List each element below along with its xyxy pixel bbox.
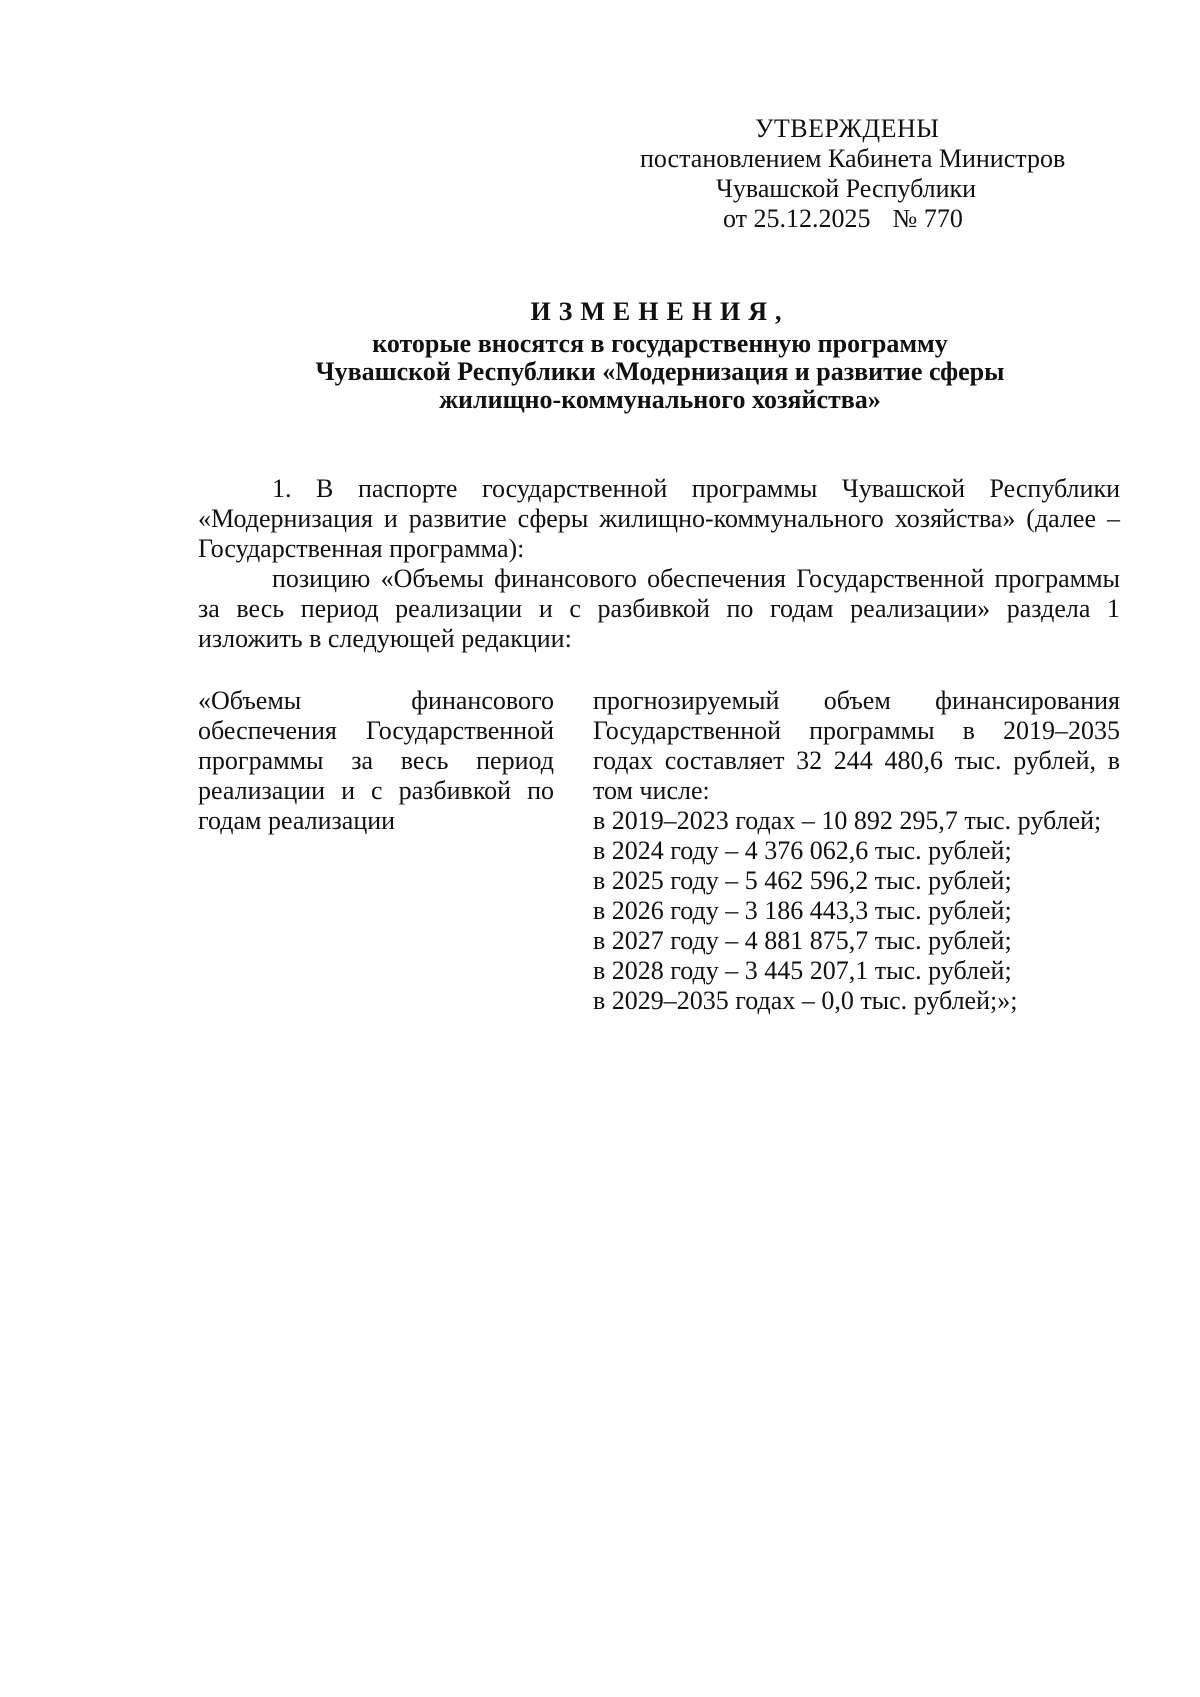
title-main: ИЗМЕНЕНИЯ, [530,297,790,326]
financing-values [593,686,1120,1016]
financing-row: в 2026 году – 3 186 443,3 тыс. рублей; [593,896,1012,925]
approval-block [640,114,1120,234]
approval-date: от 25.12.2025 [723,204,871,233]
financing-row: в 2029–2035 годах – 0,0 тыс. рублей;»; [593,986,1018,1015]
financing-row: в 2028 году – 3 445 207,1 тыс. рублей; [593,956,1012,985]
financing-row: в 2019–2023 годах – 10 892 295,7 тыс. рублей; [593,806,1102,835]
approval-date-line [640,204,1120,234]
approval-region: Чувашской Республики [716,174,977,203]
financing-intro: прогнозируемый объем финансирования Государственной программы в 2019–2035 годах составляет 32 244 480,6 тыс. рублей, в том числе: [593,686,1120,805]
paragraph-2: позицию «Объемы финансового обеспечения Государственной программы за весь период реализации и с разбивкой по годам реализации» раздела 1 изложить в следующей редакции: [198,564,1120,653]
approval-issuer: постановлением Кабинета Министров [640,144,1066,173]
document-title [160,298,1160,414]
financing-row: в 2025 году – 5 462 596,2 тыс. рублей; [593,866,1012,895]
approval-number: № 770 [892,204,963,233]
approval-stamp: УТВЕРЖДЕНЫ [755,114,940,143]
paragraph-1: 1. В паспорте государственной программы Чувашской Республики «Модернизация и развитие сферы жилищно-коммунального хозяйства» (далее – Государственная программа): [198,474,1120,563]
title-line-1: которые вносятся в государственную программу [372,329,948,358]
body-text [198,474,1120,654]
title-line-2: Чувашской Республики «Модернизация и развитие сферы [315,357,1005,386]
financing-row: в 2027 году – 4 881 875,7 тыс. рублей; [593,926,1012,955]
financing-label: «Объемы финансового обеспечения Государственной программы за весь период реализации и с разбивкой по годам реализации [198,686,554,835]
title-line-3: жилищно-коммунального хозяйства» [439,385,881,414]
financing-row: в 2024 году – 4 376 062,6 тыс. рублей; [593,836,1012,865]
